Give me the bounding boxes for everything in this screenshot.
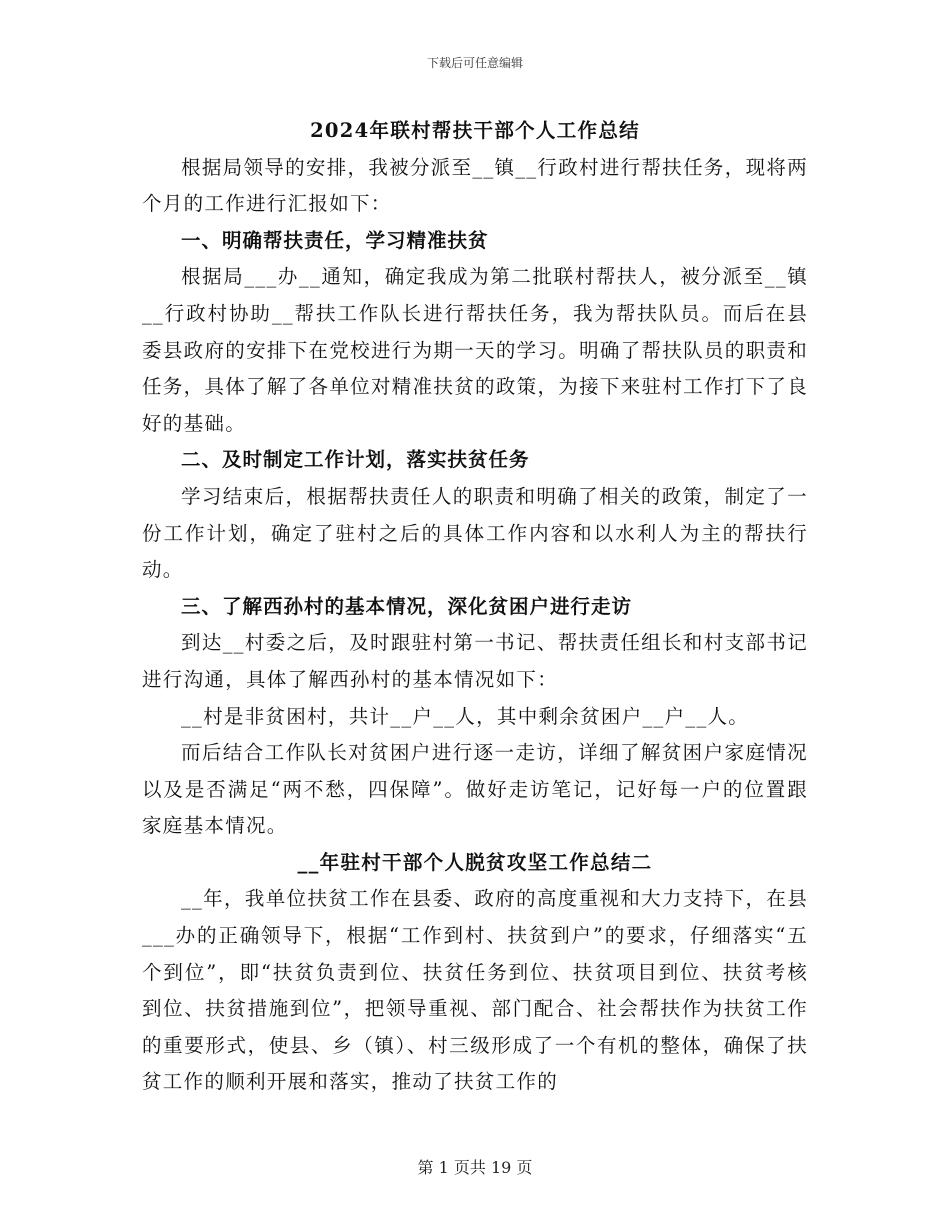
section-2-heading: 二、及时制定工作计划，落实扶贫任务	[181, 448, 530, 472]
section-3-paragraph-1: 到达__村委之后，及时跟驻村第一书记、帮扶责任组长和村支部书记进行沟通，具体了解西孙村的基本情况如下：	[142, 631, 808, 691]
section-3-paragraph-2: __村是非贫困村，共计__户__人，其中剩余贫困户__户__人。	[181, 704, 750, 728]
part-2-paragraph: __年，我单位扶贫工作在县委、政府的高度重视和大力支持下，在县___办的正确领导下，根据“工作到村、扶贫到户”的要求，仔细落实“五个到位”，即“扶贫负责到位、扶贫任务到位、扶贫项目到位、扶贫考核到位、扶贫措施到位”，把领导重视、部门配合、社会帮扶作为扶贫工作的重要形式，使县、乡（镇）、村三级形成了一个有机的整体，确保了扶贫工作的顺利开展和落实，推动了扶贫工作的	[142, 887, 808, 1094]
section-1-paragraph: 根据局___办__通知，确定我成为第二批联村帮扶人，被分派至__镇__行政村协助__帮扶工作队长进行帮扶任务，我为帮扶队员。而后在县委县政府的安排下在党校进行为期一天的学习。明确了帮扶队员的职责和任务，具体了解了各单位对精准扶贫的政策，为接下来驻村工作打下了良好的基础。	[142, 265, 808, 435]
section-1-heading: 一、明确帮扶责任，学习精准扶贫	[181, 228, 489, 252]
section-3-paragraph-3: 而后结合工作队长对贫困户进行逐一走访，详细了解贫困户家庭情况以及是否满足“两不愁，四保障”。做好走访笔记，记好每一户的位置跟家庭基本情况。	[142, 741, 808, 838]
intro-paragraph: 根据局领导的安排，我被分派至__镇__行政村进行帮扶任务，现将两个月的工作进行汇报如下：	[142, 155, 808, 216]
page-number-footer: 第 1 页共 19 页	[417, 1158, 533, 1177]
section-2-paragraph: 学习结束后，根据帮扶责任人的职责和明确了相关的政策，制定了一份工作计划，确定了驻村之后的具体工作内容和以水利人为主的帮扶行动。	[142, 484, 808, 582]
document-title: 2024年联村帮扶干部个人工作总结	[310, 119, 640, 142]
page-header-note: 下载后可任意编辑	[426, 56, 523, 70]
document-body	[142, 113, 808, 1101]
section-3-heading: 三、了解西孙村的基本情况，深化贫困户进行走访	[181, 594, 633, 618]
second-document-title: __年驻村干部个人脱贫攻坚工作总结二	[297, 850, 653, 874]
